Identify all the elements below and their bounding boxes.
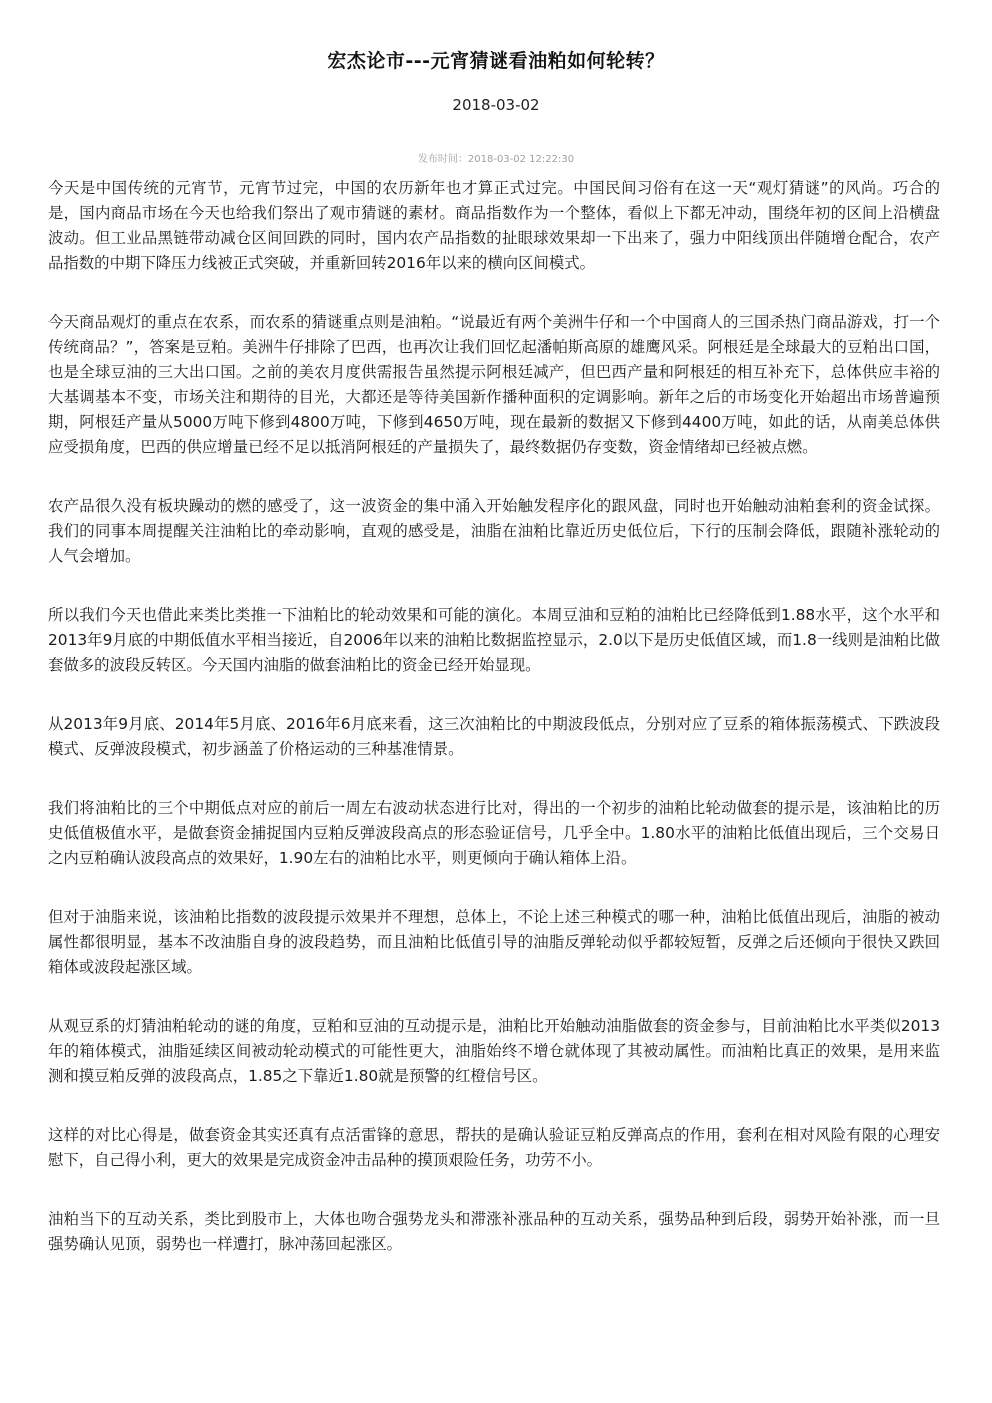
paragraph: 但对于油脂来说，该油粕比指数的波段提示效果并不理想，总体上，不论上述三种模式的哪一种，油粕比低值出现后，油脂的被动属性都很明显，基本不改油脂自身的波段趋势，而且油粕比低值引导的油脂反弹轮动似乎都较短暂，反弹之后还倾向于很快又跌回箱体或波段起涨区域。: [48, 908, 940, 976]
article-date: 2018-03-02: [452, 96, 540, 114]
paragraph: 从2013年9月底、2014年5月底、2016年6月底来看，这三次油粕比的中期波段低点，分别对应了豆系的箱体振荡模式、下跌波段模式、反弹波段模式，初步涵盖了价格运动的三种基准情景。: [48, 715, 940, 758]
article-title: 宏杰论市---元宵猜谜看油粕如何轮转？: [327, 50, 665, 72]
paragraph: 所以我们今天也借此来类比类推一下油粕比的轮动效果和可能的演化。本周豆油和豆粕的油粕比已经降低到1.88水平，这个水平和2013年9月底的中期低值水平相当接近，自2006年以来的油粕比数据监控显示，2.0以下是历史低值区域，而1.8一线则是油粕比做套做多的波段反转区。今天国内油脂的做套油粕比的资金已经开始显现。: [48, 606, 940, 674]
paragraph: 这样的对比心得是，做套资金其实还真有点活雷锋的意思，帮扶的是确认验证豆粕反弹高点的作用，套利在相对风险有限的心理安慰下，自己得小利，更大的效果是完成资金冲击品种的摸顶艰险任务，功劳不小。: [48, 1126, 940, 1169]
paragraph: 从观豆系的灯猜油粕轮动的谜的角度，豆粕和豆油的互动提示是，油粕比开始触动油脂做套的资金参与，目前油粕比水平类似2013年的箱体模式，油脂延续区间被动轮动模式的可能性更大，油脂始终不增仓就体现了其被动属性。而油粕比真正的效果，是用来监测和摸豆粕反弹的波段高点，1.85之下靠近1.80就是预警的红橙信号区。: [48, 1017, 940, 1085]
article-body: [48, 176, 940, 1291]
paragraph: 今天商品观灯的重点在农系，而农系的猜谜重点则是油粕。“说最近有两个美洲牛仔和一个中国商人的三国杀热门商品游戏，打一个传统商品？”，答案是豆粕。美洲牛仔排除了巴西，也再次让我们回忆起潘帕斯高原的雄鹰风采。阿根廷是全球最大的豆粕出口国，也是全球豆油的三大出口国。之前的美农月度供需报告虽然提示阿根廷减产，但巴西产量和阿根廷的相互补充下，总体供应丰裕的大基调基本不变，市场关注和期待的目光，大都还是等待美国新作播种面积的定调影响。新年之后的市场变化开始超出市场普遍预期，阿根廷产量从5000万吨下修到4800万吨，下修到4650万吨，现在最新的数据又下修到4400万吨，如此的话，从南美总体供应受损角度，巴西的供应增量已经不足以抵消阿根廷的产量损失了，最终数据仍存变数，资金情绪却已经被点燃。: [48, 313, 940, 456]
paragraph: 今天是中国传统的元宵节，元宵节过完，中国的农历新年也才算正式过完。中国民间习俗有在这一天“观灯猜谜”的风尚。巧合的是，国内商品市场在今天也给我们祭出了观市猜谜的素材。商品指数作为一个整体，看似上下都无冲动，围绕年初的区间上沿横盘波动。但工业品黑链带动减仓区间回跌的同时，国内农产品指数的扯眼球效果却一下出来了，强力中阳线顶出伴随增仓配合，农产品指数的中期下降压力线被正式突破，并重新回转2016年以来的横向区间模式。: [48, 179, 940, 272]
paragraph: 农产品很久没有板块躁动的燃的感受了，这一波资金的集中涌入开始触发程序化的跟风盘，同时也开始触动油粕套利的资金试探。我们的同事本周提醒关注油粕比的牵动影响，直观的感受是，油脂在油粕比靠近历史低位后，下行的压制会降低，跟随补涨轮动的人气会增加。: [48, 497, 940, 565]
publish-time: 发布时间：2018-03-02 12:22:30: [417, 154, 575, 165]
paragraph: 油粕当下的互动关系，类比到股市上，大体也吻合强势龙头和滞涨补涨品种的互动关系，强势品种到后段，弱势开始补涨，而一旦强势确认见顶，弱势也一样遭打，脉冲荡回起涨区。: [48, 1210, 940, 1253]
paragraph: 我们将油粕比的三个中期低点对应的前后一周左右波动状态进行比对，得出的一个初步的油粕比轮动做套的提示是，该油粕比的历史低值极值水平，是做套资金捕捉国内豆粕反弹波段高点的形态验证信号，几乎全中。1.80水平的油粕比低值出现后，三个交易日之内豆粕确认波段高点的效果好，1.90左右的油粕比水平，则更倾向于确认箱体上沿。: [48, 799, 940, 867]
